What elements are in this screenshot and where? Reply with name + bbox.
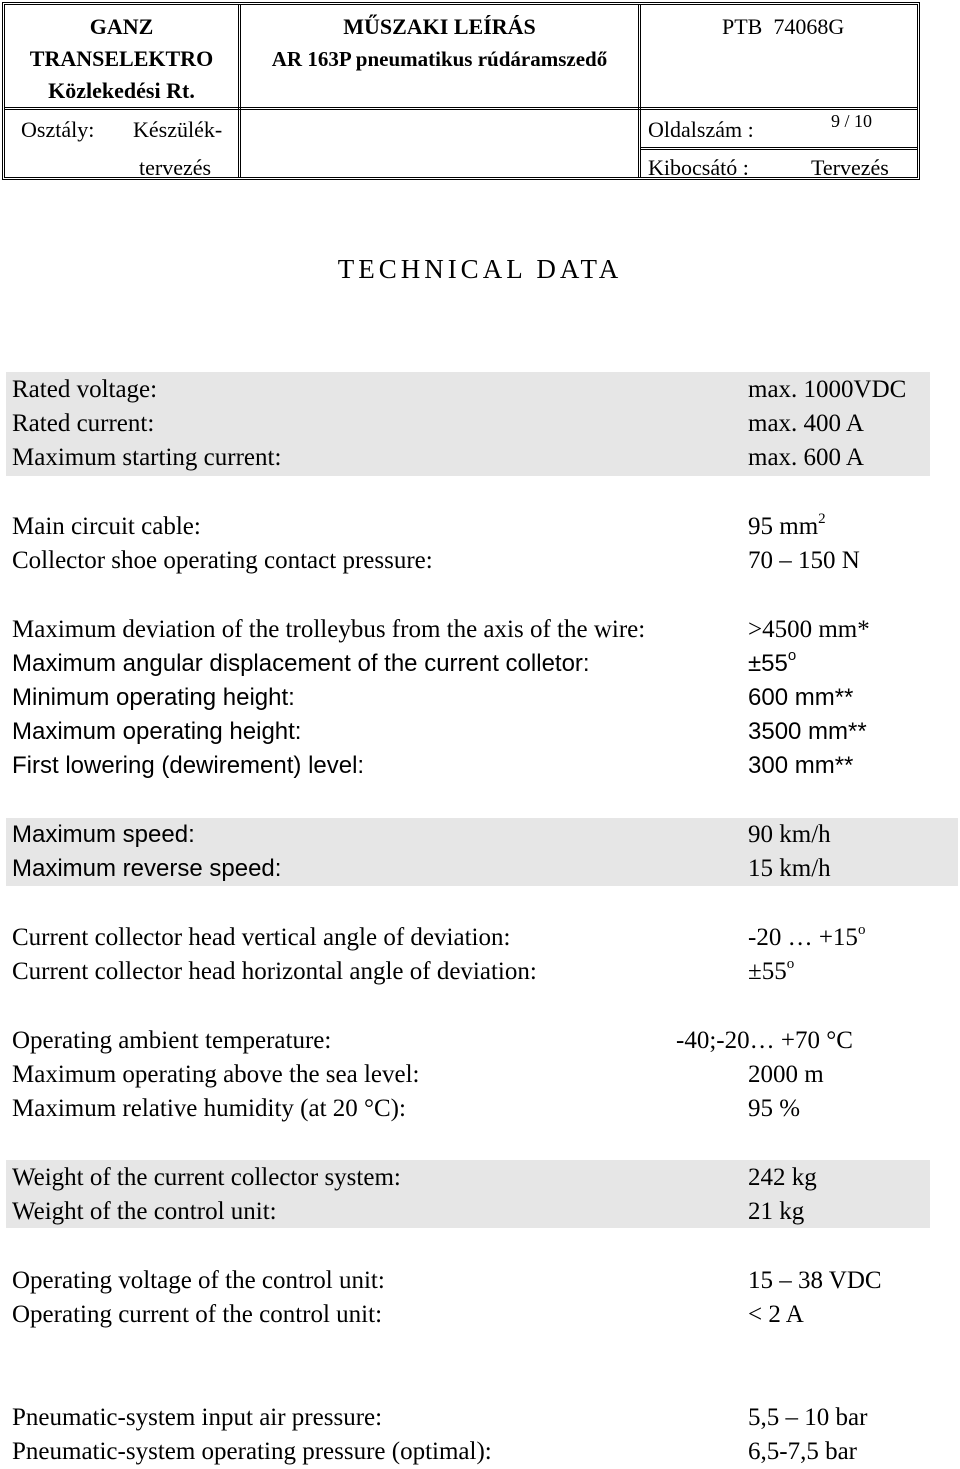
spec-value: 6,5-7,5 bar (748, 1438, 857, 1465)
spec-label: Rated current: (12, 410, 155, 437)
value-superscript: o (857, 921, 866, 938)
spec-label: Maximum speed: (12, 821, 195, 848)
company-line: TRANSELEKTRO (29, 46, 214, 71)
value-text: ±55 (748, 958, 787, 985)
spec-label: Collector shoe operating contact pressure: (12, 547, 433, 574)
department-value-cont: tervezés (139, 155, 212, 180)
header-divider (5, 107, 917, 110)
spec-value (748, 921, 865, 955)
spec-label: Operating ambient temperature: (12, 1027, 332, 1054)
header-divider (638, 5, 641, 177)
value-superscript: 2 (818, 510, 826, 527)
spec-label: Maximum starting current: (12, 444, 282, 471)
issuer-value: Tervezés (811, 155, 889, 180)
spec-label: Maximum operating height: (12, 718, 302, 745)
spec-value: 5,5 – 10 bar (748, 1404, 868, 1431)
doc-title-line: MŰSZAKI LEÍRÁS (343, 14, 536, 39)
spec-label: Operating voltage of the control unit: (12, 1267, 385, 1294)
page-number-label: Oldalszám : (648, 117, 754, 142)
spec-label: Pneumatic-system operating pressure (optimal): (12, 1438, 492, 1465)
spec-value: max. 400 A (748, 410, 864, 437)
company-name (5, 11, 238, 107)
company-line: Közlekedési Rt. (48, 78, 195, 103)
header-divider (641, 147, 917, 150)
spec-value: 70 – 150 N (748, 547, 860, 574)
spec-value: 15 km/h (748, 855, 831, 882)
spec-value: 90 km/h (748, 821, 831, 848)
spec-value (748, 955, 794, 989)
value-text: 95 mm (748, 513, 819, 540)
spec-value: < 2 A (748, 1301, 804, 1328)
spec-label: Rated voltage: (12, 376, 158, 403)
spec-value: 600 mm** (748, 684, 854, 711)
page-number-value: 9 / 10 (831, 111, 873, 131)
spec-label: Minimum operating height: (12, 684, 295, 711)
spec-label: Weight of the control unit: (12, 1198, 277, 1225)
value-text: ±55 (748, 650, 788, 677)
document-header (2, 2, 920, 180)
spec-label: Maximum relative humidity (at 20 °C): (12, 1095, 406, 1122)
spec-value (748, 510, 826, 544)
spec-value: -40;-20… +70 °C (676, 1027, 853, 1054)
spec-value: 300 mm** (748, 752, 854, 779)
spec-label: Weight of the current collector system: (12, 1164, 401, 1191)
spec-value: 3500 mm** (748, 718, 867, 745)
spec-label: Current collector head vertical angle of deviation: (12, 924, 511, 951)
doc-title-line: AR 163P pneumatikus rúdáramszedő (271, 47, 608, 71)
spec-label: Maximum reverse speed: (12, 855, 282, 882)
issuer-label: Kibocsátó : (648, 155, 749, 180)
spec-value: max. 600 A (748, 444, 864, 471)
page-title: TECHNICAL DATA (337, 254, 623, 284)
spec-label: Maximum angular displacement of the current colletor: (12, 650, 590, 677)
spec-value: 15 – 38 VDC (748, 1267, 882, 1294)
spec-value: >4500 mm* (748, 616, 870, 643)
spec-label: Operating current of the control unit: (12, 1301, 383, 1328)
company-line: GANZ (89, 14, 154, 39)
spec-value: 95 % (748, 1095, 801, 1122)
spec-label: Main circuit cable: (12, 513, 201, 540)
document-title (241, 11, 638, 75)
value-superscript: o (787, 647, 797, 664)
spec-label: Current collector head horizontal angle of deviation: (12, 958, 537, 985)
spec-value (748, 647, 796, 681)
spec-label: Maximum deviation of the trolleybus from the axis of the wire: (12, 616, 646, 643)
spec-value: 2000 m (748, 1061, 824, 1088)
spec-value: max. 1000VDC (748, 376, 907, 403)
spec-value: 242 kg (748, 1164, 817, 1191)
spec-label: Maximum operating above the sea level: (12, 1061, 420, 1088)
department-value: Készülék- (133, 117, 223, 142)
department-label: Osztály: (21, 117, 95, 142)
spec-label: First lowering (dewirement) level: (12, 752, 365, 779)
document-code: PTB 74068G (722, 14, 845, 39)
value-superscript: o (786, 955, 795, 972)
spec-label: Pneumatic-system input air pressure: (12, 1404, 383, 1431)
value-text: -20 … +15 (748, 924, 858, 951)
spec-value: 21 kg (748, 1198, 805, 1225)
